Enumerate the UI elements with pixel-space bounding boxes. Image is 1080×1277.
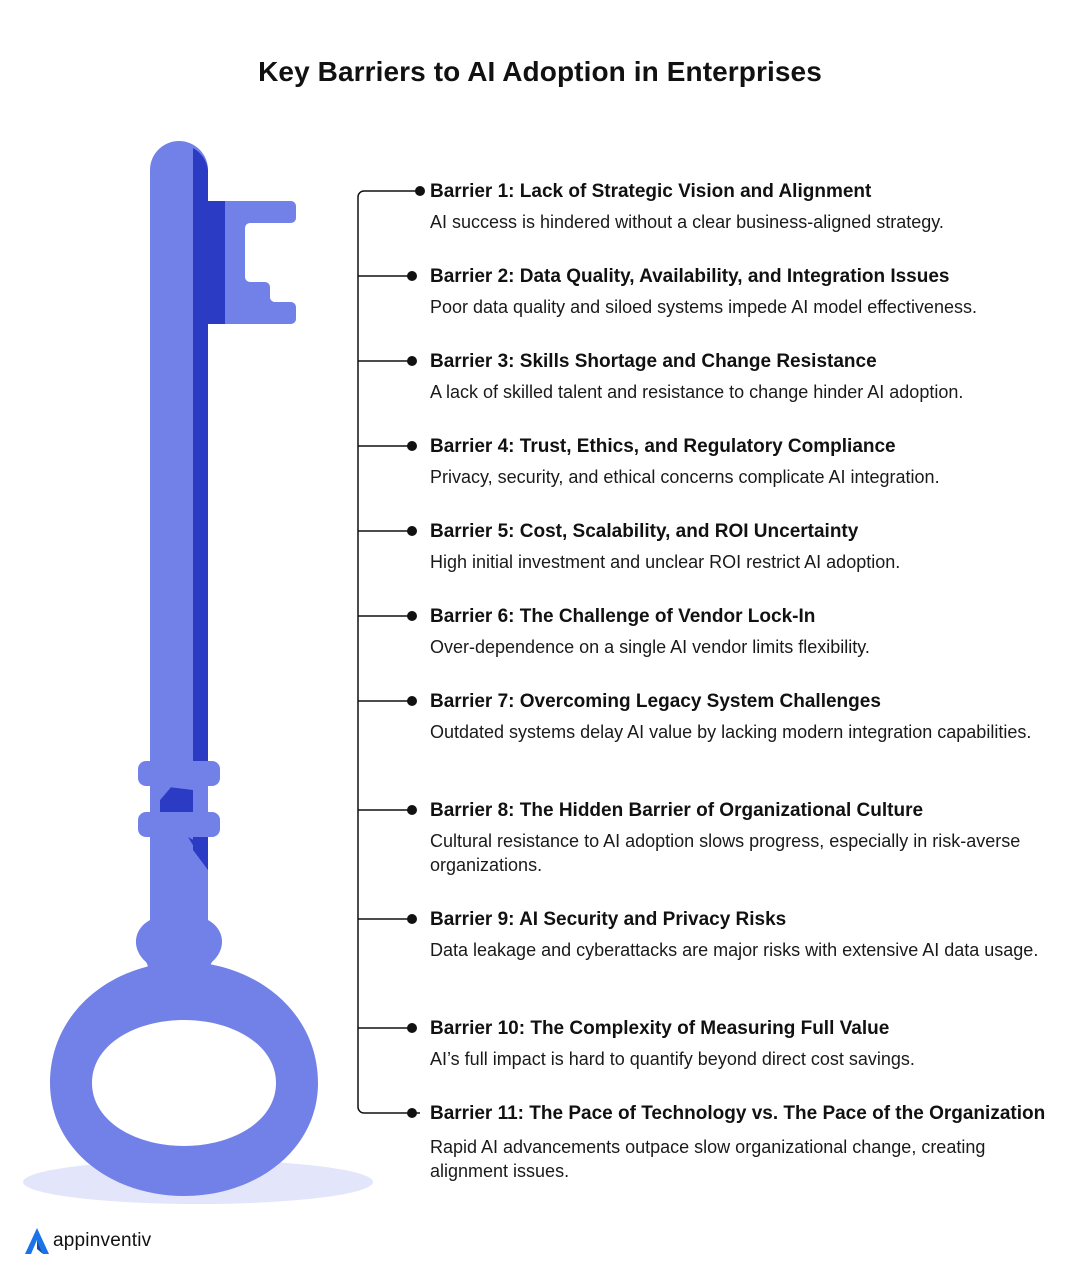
barrier-description: Data leakage and cyberattacks are major risks with extensive AI data usage.	[430, 940, 1039, 960]
barrier-item	[430, 603, 1050, 659]
key-collar-top	[138, 761, 220, 786]
key-bow	[50, 962, 318, 1196]
key-illustration	[0, 0, 420, 1220]
key-collar-bottom	[138, 812, 220, 837]
barrier-title: Barrier 11: The Pace of Technology vs. The Pace of the Organization	[430, 1103, 1046, 1124]
key-bit-shade	[208, 201, 225, 324]
barrier-description: Cultural resistance to AI adoption slows progress, especially in risk-averse organizations.	[430, 831, 1021, 875]
barrier-description: Privacy, security, and ethical concerns complicate AI integration.	[430, 467, 940, 487]
barrier-description: A lack of skilled talent and resistance to change hinder AI adoption.	[430, 382, 964, 402]
barrier-item	[430, 263, 1050, 319]
page-title: Key Barriers to AI Adoption in Enterprises	[258, 56, 822, 87]
barrier-title: Barrier 5: Cost, Scalability, and ROI Uncertainty	[430, 521, 859, 542]
barrier-description: Over-dependence on a single AI vendor limits flexibility.	[430, 637, 870, 657]
barrier-description: AI’s full impact is hard to quantify beyond direct cost savings.	[430, 1049, 915, 1069]
barrier-title: Barrier 9: AI Security and Privacy Risks	[430, 909, 787, 930]
barrier-description: AI success is hindered without a clear business-aligned strategy.	[430, 212, 944, 232]
barrier-title: Barrier 6: The Challenge of Vendor Lock-In	[430, 606, 816, 627]
barrier-title: Barrier 1: Lack of Strategic Vision and Alignment	[430, 181, 872, 202]
barrier-item	[430, 797, 1050, 877]
barrier-description: High initial investment and unclear ROI restrict AI adoption.	[430, 552, 901, 572]
barrier-item	[430, 906, 1050, 962]
barrier-title: Barrier 3: Skills Shortage and Change Resistance	[430, 351, 877, 372]
barrier-item	[430, 433, 1050, 489]
barrier-item	[430, 518, 1050, 574]
brand-logo	[24, 1226, 151, 1256]
barrier-item	[430, 688, 1050, 744]
barrier-item	[430, 178, 1050, 234]
barrier-title: Barrier 2: Data Quality, Availability, and Integration Issues	[430, 266, 950, 287]
barrier-title: Barrier 8: The Hidden Barrier of Organizational Culture	[430, 800, 924, 821]
barrier-item	[430, 348, 1050, 404]
barrier-title: Barrier 10: The Complexity of Measuring Full Value	[430, 1018, 890, 1039]
barrier-description: Outdated systems delay AI value by lacking modern integration capabilities.	[430, 722, 1032, 742]
barrier-description: Rapid AI advancements outpace slow organizational change, creating alignment issues.	[430, 1137, 986, 1181]
appinventiv-logo-icon	[24, 1227, 50, 1255]
brand-name: appinventiv	[53, 1230, 152, 1251]
barrier-item	[430, 1015, 1050, 1071]
barrier-title: Barrier 4: Trust, Ethics, and Regulatory Compliance	[430, 436, 896, 457]
barrier-title: Barrier 7: Overcoming Legacy System Challenges	[430, 691, 881, 712]
barrier-item	[430, 1100, 1050, 1183]
barrier-description: Poor data quality and siloed systems impede AI model effectiveness.	[430, 297, 977, 317]
